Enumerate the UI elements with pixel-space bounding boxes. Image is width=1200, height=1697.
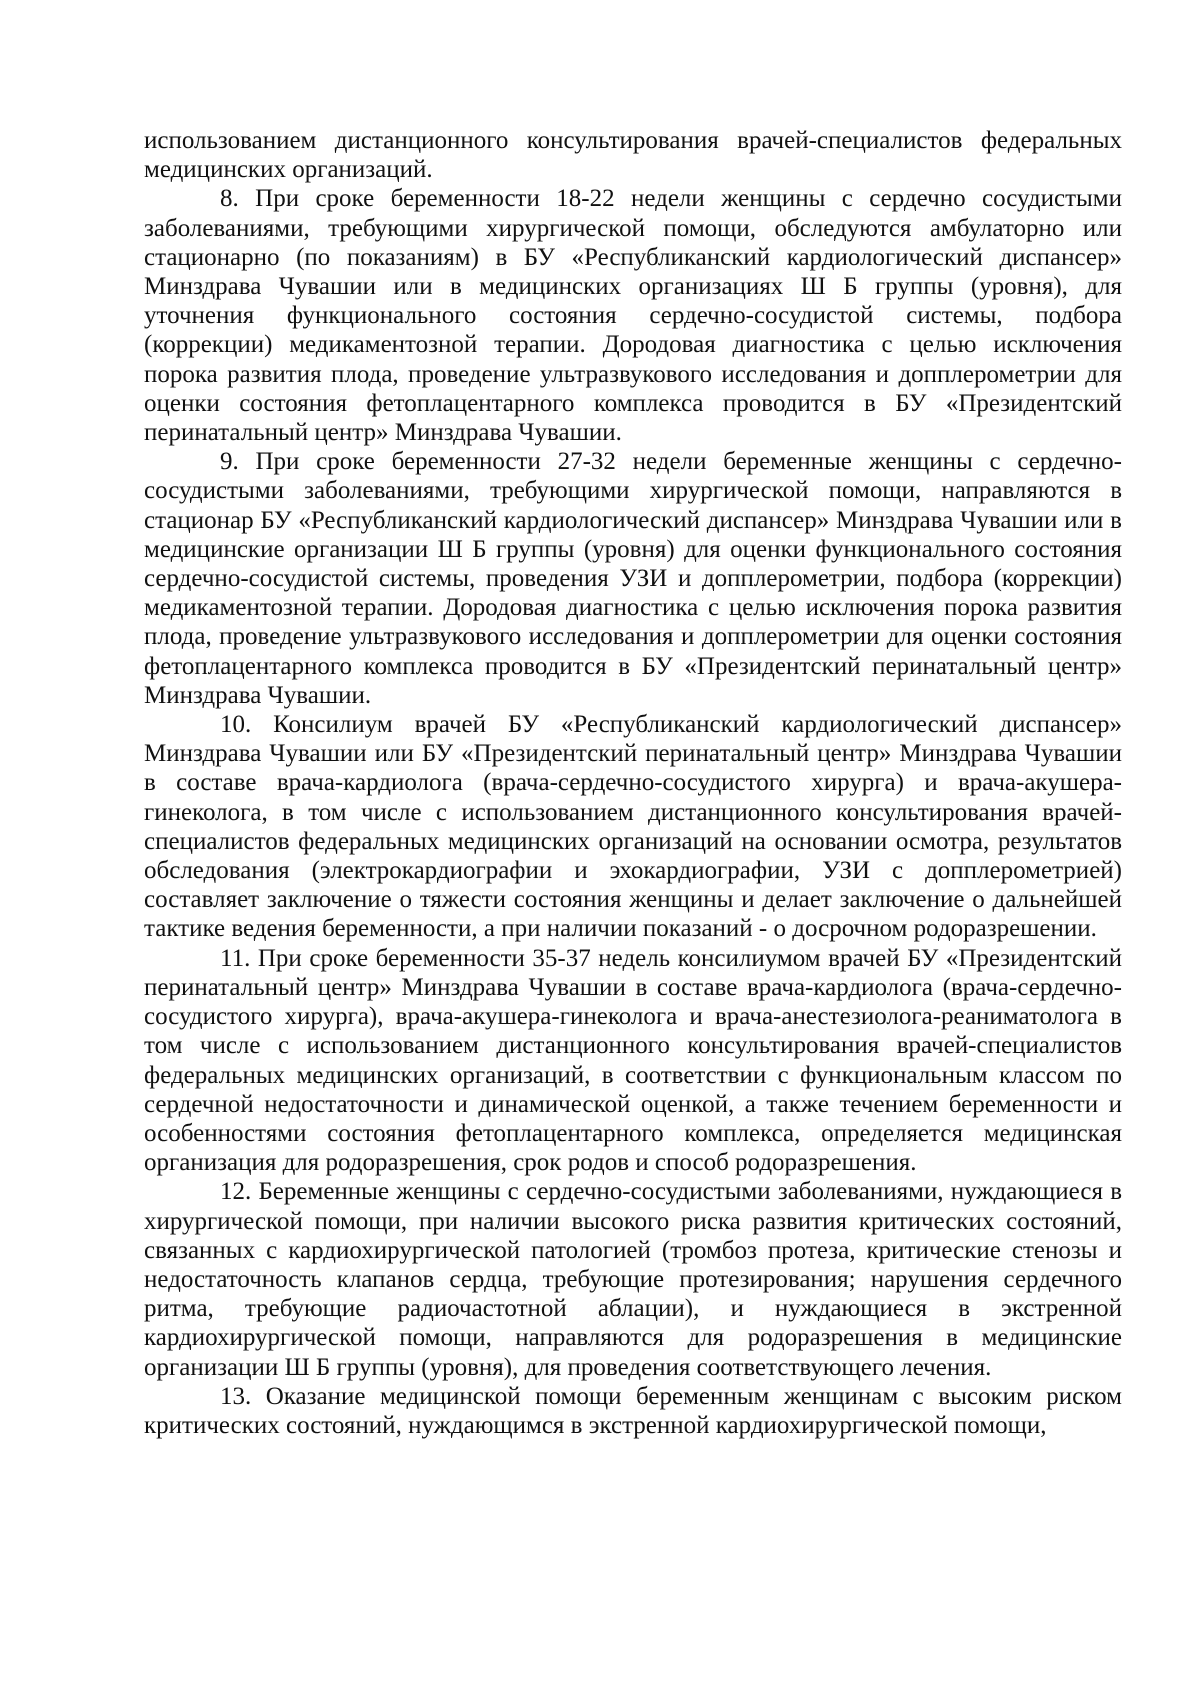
paragraph-10: 10. Консилиум врачей БУ «Республиканский кардиологический диспансер» Минздрава Чувашии или БУ «Президентский перинатальный центр» Минздрава Чувашии в составе врача-кардиолога (врача-сердечно-сосудистого хирурга) и врача-акушера-гинеколога, в том числе с использованием дистанционного консультирования врачей-специалистов федеральных медицинских организаций на основании осмотра, результатов обследования (электрокардиографии и эхокардиографии, УЗИ с допплерометрией) составляет заключение о тяжести состояния женщины и делает заключение о дальнейшей тактике ведения беременности, а при наличии показаний - о досрочном родоразрешении.: [144, 711, 1122, 943]
paragraph-11: 11. При сроке беременности 35-37 недель консилиумом врачей БУ «Президентский перинатальный центр» Минздрава Чувашии в составе врача-кардиолога (врача-сердечно-сосудистого хирурга), врача-акушера-гинеколога и врача-анестезиолога-реаниматолога в том числе с использованием дистанционного консультирования врачей-специалистов федеральных медицинских организаций, в соответствии с функциональным классом по сердечной недостаточности и динамической оценкой, а также течением беременности и особенностями состояния фетоплацентарного комплекса, определяется медицинская организация для родоразрешения, срок родов и способ родоразрешения.: [144, 944, 1122, 1177]
paragraph-continuation: использованием дистанционного консультирования врачей-специалистов федеральных медицинских организаций.: [144, 127, 1122, 184]
paragraph-8: 8. При сроке беременности 18-22 недели женщины с сердечно сосудистыми заболеваниями, требующими хирургической помощи, обследуются амбулаторно или стационарно (по показаниям) в БУ «Республиканский кардиологический диспансер» Минздрава Чувашии или в медицинских организациях Ш Б группы (уровня), для уточнения функционального состояния сердечно-сосудистой системы, подбора (коррекции) медикаментозной терапии. Дородовая диагностика с целью исключения порока развития плода, проведение ультразвукового исследования и допплерометрии для оценки состояния фетоплацентарного комплекса проводится в БУ «Президентский перинатальный центр» Минздрава Чувашии.: [144, 185, 1122, 447]
document-body: [144, 126, 1122, 1440]
paragraph-13: 13. Оказание медицинской помощи беременным женщинам с высоким риском критических состояний, нуждающимся в экстренной кардиохирургической помощи,: [144, 1382, 1122, 1439]
paragraph-12: 12. Беременные женщины с сердечно-сосудистыми заболеваниями, нуждающиеся в хирургической помощи, при наличии высокого риска развития критических состояний, связанных с кардиохирургической патологией (тромбоз протеза, критические стенозы и недостаточность клапанов сердца, требующие протезирования; нарушения сердечного ритма, требующие радиочастотной аблации), и нуждающиеся в экстренной кардиохирургической помощи, направляются для родоразрешения в медицинские организации Ш Б группы (уровня), для проведения соответствующего лечения.: [144, 1178, 1122, 1381]
paragraph-9: 9. При сроке беременности 27-32 недели беременные женщины с сердечно-сосудистыми заболеваниями, требующими хирургической помощи, направляются в стационар БУ «Республиканский кардиологический диспансер» Минздрава Чувашии или в медицинские организации Ш Б группы (уровня) для оценки функционального состояния сердечно-сосудистой системы, проведения УЗИ и допплерометрии, подбора (коррекции) медикаментозной терапии. Дородовая диагностика с целью исключения порока развития плода, проведение ультразвукового исследования и допплерометрии для оценки состояния фетоплацентарного комплекса проводится в БУ «Президентский перинатальный центр» Минздрава Чувашии.: [144, 448, 1122, 709]
